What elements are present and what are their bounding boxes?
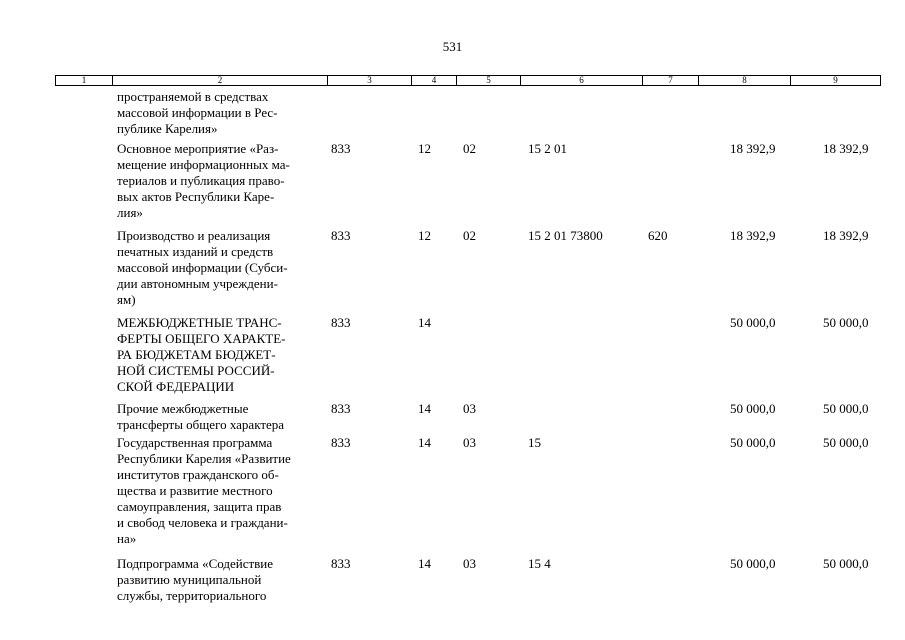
column-header-5: 5: [457, 76, 521, 86]
row-amount-2: 50 000,0: [823, 401, 869, 416]
row-subsection: 03: [463, 435, 476, 450]
row-subsection: 03: [463, 556, 476, 571]
row-amount-1: 18 392,9: [730, 228, 776, 243]
column-header-8: 8: [699, 76, 791, 86]
row-name: Государственная программа Республики Карелия «Развитие институтов гражданского об- щества и развитие местного самоуправления, защита прав и свобод человека и граждани- на»: [117, 435, 291, 546]
column-header-2: 2: [113, 76, 328, 86]
row-subsection: 03: [463, 401, 476, 416]
row-ministry-code: 833: [331, 228, 351, 243]
row-expense-type: 620: [648, 228, 668, 243]
row-subsection: 02: [463, 141, 476, 156]
row-amount-1: 50 000,0: [730, 556, 776, 571]
row-ministry-code: 833: [331, 435, 351, 450]
row-name: пространяемой в средствах массовой информации в Рес- публике Карелия»: [117, 89, 278, 136]
row-section: 12: [418, 228, 431, 243]
column-header-6: 6: [521, 76, 643, 86]
row-name: Подпрограмма «Содействие развитию муниципальной службы, территориального: [117, 556, 274, 603]
row-amount-1: 50 000,0: [730, 315, 776, 330]
row-target-article: 15 2 01 73800: [528, 228, 603, 243]
row-section: 12: [418, 141, 431, 156]
row-amount-2: 50 000,0: [823, 556, 869, 571]
column-header-1: 1: [56, 76, 113, 86]
page-number: 531: [442, 39, 463, 54]
row-ministry-code: 833: [331, 556, 351, 571]
column-header-7: 7: [643, 76, 699, 86]
row-section: 14: [418, 435, 431, 450]
column-header-9: 9: [791, 76, 881, 86]
row-name: Производство и реализация печатных изданий и средств массовой информации (Субси- дии автономным учреждени- ям): [117, 228, 288, 307]
row-section: 14: [418, 556, 431, 571]
row-target-article: 15 4: [528, 556, 551, 571]
column-header-4: 4: [412, 76, 457, 86]
row-ministry-code: 833: [331, 315, 351, 330]
row-subsection: 02: [463, 228, 476, 243]
row-section: 14: [418, 401, 431, 416]
row-amount-2: 18 392,9: [823, 141, 869, 156]
row-name: Основное мероприятие «Раз- мещение информационных ма- териалов и публикация право- вых актов Республики Каре- лия»: [117, 141, 290, 220]
row-name: Прочие межбюджетные трансферты общего характера: [117, 401, 285, 432]
column-header-3: 3: [328, 76, 412, 86]
row-amount-2: 50 000,0: [823, 315, 869, 330]
row-amount-1: 50 000,0: [730, 435, 776, 450]
row-amount-2: 18 392,9: [823, 228, 869, 243]
row-amount-1: 18 392,9: [730, 141, 776, 156]
row-amount-1: 50 000,0: [730, 401, 776, 416]
row-ministry-code: 833: [331, 401, 351, 416]
row-target-article: 15: [528, 435, 541, 450]
row-target-article: 15 2 01: [528, 141, 567, 156]
row-ministry-code: 833: [331, 141, 351, 156]
row-name: МЕЖБЮДЖЕТНЫЕ ТРАНС- ФЕРТЫ ОБЩЕГО ХАРАКТЕ- РА БЮДЖЕТАМ БЮДЖЕТ- НОЙ СИСТЕМЫ РОССИЙ- СКОЙ ФЕДЕРАЦИИ: [117, 315, 286, 394]
column-header-row: [55, 75, 881, 86]
row-amount-2: 50 000,0: [823, 435, 869, 450]
row-section: 14: [418, 315, 431, 330]
